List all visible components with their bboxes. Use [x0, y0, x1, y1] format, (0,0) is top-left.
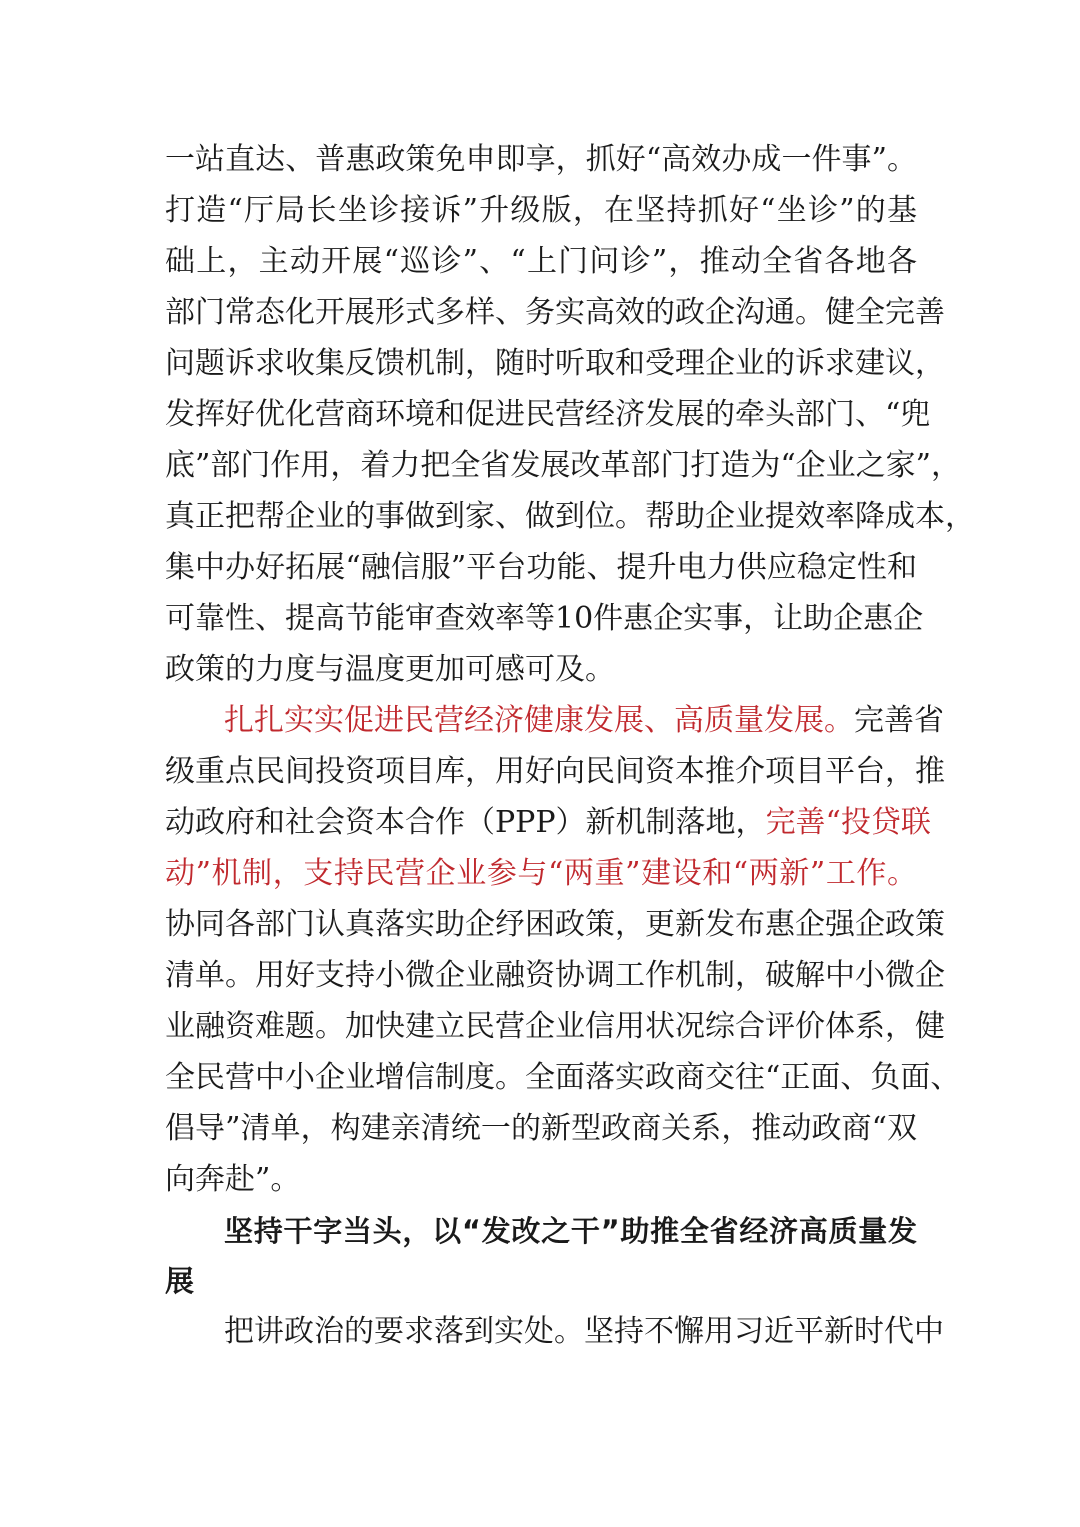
paragraph-1-line-5: 问题诉求收集反馈机制，随时听取和受理企业的诉求建议，: [165, 346, 945, 381]
paragraph-2-line-5: 协同各部门认真落实助企纾困政策，更新发布惠企强企政策: [165, 907, 945, 942]
paragraph-1-line-8: 真正把帮企业的事做到家、做到位。帮助企业提效率降成本，: [165, 499, 975, 534]
paragraph-1-line-10: 可靠性、提高节能审查效率等10件惠企实事，让助企惠企: [165, 601, 924, 636]
paragraph-1-line-4: 部门常态化开展形式多样、务实高效的政企沟通。健全完善: [165, 295, 945, 330]
paragraph-2-line-7: 业融资难题。加快建立民营企业信用状况综合评价体系，健: [165, 1009, 945, 1044]
paragraph-1-line-2: 打造“厅局长坐诊接诉”升级版，在坚持抓好“坐诊”的基: [165, 193, 917, 228]
paragraph-2-line-3: [165, 798, 931, 848]
paragraph-1-line-6: 发挥好优化营商环境和促进民营经济发展的牵头部门、“兜: [165, 397, 931, 432]
paragraph-1-line-3: 础上，主动开展“巡诊”、“上门问诊”，推动全省各地各: [165, 244, 917, 279]
section-heading-line-1: 坚持干字当头，以“发改之干”助推全省经济高质量发: [224, 1214, 917, 1248]
paragraph-2-line-10: 向奔赴”。: [165, 1162, 301, 1197]
highlighted-text: 扎扎实实促进民营经济健康发展、高质量发展。: [224, 703, 854, 738]
paragraph-1-line-1: 一站直达、普惠政策免申即享，抓好“高效办成一件事”。: [165, 142, 917, 177]
section-heading-line-2: 展: [165, 1264, 195, 1298]
paragraph-text: 完善省: [854, 703, 944, 738]
paragraph-2-line-8: 全民营中小企业增信制度。全面落实政商交往“正面、负面、: [165, 1060, 961, 1095]
paragraph-2-line-4: 动”机制，支持民营企业参与“两重”建设和“两新”工作。: [165, 856, 917, 891]
paragraph-1-line-9: 集中办好拓展“融信服”平台功能、提升电力供应稳定性和: [165, 550, 917, 585]
paragraph-1-line-11: 政策的力度与温度更加可感可及。: [165, 652, 615, 687]
paragraph-2-line-2: 级重点民间投资项目库，用好向民间资本推介项目平台，推: [165, 754, 945, 789]
paragraph-2-line-9: 倡导”清单，构建亲清统一的新型政商关系，推动政商“双: [165, 1111, 917, 1146]
paragraph-3-line-1: 把讲政治的要求落到实处。坚持不懈用习近平新时代中: [224, 1314, 944, 1349]
paragraph-1-line-7: 底”部门作用，着力把全省发展改革部门打造为“企业之家”，: [165, 448, 962, 483]
highlighted-text: 完善“投贷联: [765, 805, 931, 840]
paragraph-2-line-6: 清单。用好支持小微企业融资协调工作机制，破解中小微企: [165, 958, 945, 993]
paragraph-text: 动政府和社会资本合作（PPP）新机制落地，: [165, 805, 766, 840]
paragraph-2-line-1: [224, 696, 944, 746]
